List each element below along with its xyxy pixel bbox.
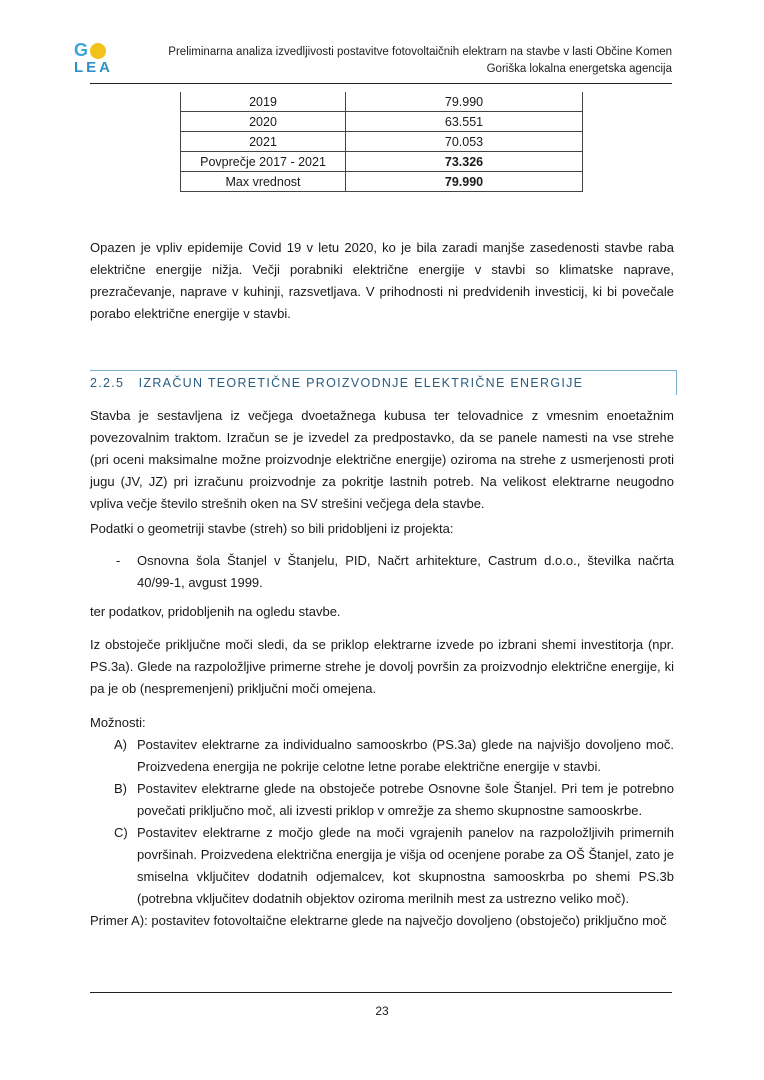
header-document-title: Preliminarna analiza izvedljivosti postavitve fotovoltaičnih elektrarn na stavbe v lasti Občine Komen — [168, 46, 672, 58]
logo-sun-circle — [90, 43, 106, 59]
option-letter: C) — [114, 825, 128, 840]
building-paragraph: Stavba je sestavljena iz večjega dvoetažnega kubusa ter telovadnice z vmesnim enoetažnim povezovalnim traktom. Izračun se je izvedel za predpostavko, da se panele namesti na vse strehe (pri oceni maksimalne možne proizvodnje električne energije) oziroma na strehe z usmerjenosti proti jugu (JV, JZ) pri izračunu proizvodnje za pokritje lastnih potreb. Na velikost elektrarne neugodno vpliva večje število strešnih oken na SV strešini večjega dela stavbe. — [90, 408, 674, 511]
consumption-table — [180, 92, 583, 192]
option-text: Postavitev elektrarne glede na obstoječe potrebe Osnovne šole Štanjel. Pri tem je potrebno povečati priključno moč, ali izvesti priklop v omrežje za shemo skupnostne samooskrbe. — [137, 781, 674, 818]
table-cell-value: 63.551 — [346, 112, 583, 132]
section-heading — [90, 370, 677, 395]
bullet-source-text: Osnovna šola Štanjel v Štanjelu, PID, Načrt arhitekture, Castrum d.o.o., številka načrta 40/99-1, avgust 1999. — [137, 553, 674, 590]
page-header — [168, 44, 672, 78]
table-row — [181, 92, 583, 112]
visit-paragraph: ter podatkov, pridobljenih na ogledu stavbe. — [90, 604, 341, 619]
logo-top-row — [74, 42, 120, 59]
table-cell-label: Povprečje 2017 - 2021 — [181, 152, 346, 172]
example-paragraph: Primer A): postavitev fotovoltaične elektrarne glede na največjo dovoljeno (obstoječo) priključno moč — [90, 913, 667, 928]
table-row — [181, 172, 583, 192]
golea-logo — [74, 42, 120, 78]
table-cell-value: 70.053 — [346, 132, 583, 152]
table-cell-value: 79.990 — [346, 172, 583, 192]
table-cell-label: 2020 — [181, 112, 346, 132]
logo-letter-g: G — [74, 40, 89, 60]
footer-divider — [90, 992, 672, 993]
table-cell-label: Max vrednost — [181, 172, 346, 192]
section-number: 2.2.5 — [90, 376, 125, 390]
table-cell-label: 2021 — [181, 132, 346, 152]
table-row — [181, 112, 583, 132]
table-cell-value: 73.326 — [346, 152, 583, 172]
header-divider — [90, 83, 672, 84]
logo-bottom-text: LEA — [74, 59, 113, 76]
option-text: Postavitev elektrarne z močjo glede na moči vgrajenih panelov na razpoložljivih primernih površinah. Proizvedena električna energija je višja od ocenjene porabe za OŠ Štanjel, zato je smiselna vključitev dodatnih odjemalcev, kot skupnostna samooskrba po shemi PS.3b (potrebna vključitev dodatnih objektov oziroma merilnih mest za ustrezno veliko moč). — [137, 825, 674, 906]
section-title-text: IZRAČUN TEORETIČNE PROIZVODNJE ELEKTRIČNE ENERGIJE — [138, 376, 584, 390]
option-letter: B) — [114, 781, 127, 796]
option-letter: A) — [114, 737, 127, 752]
covid-paragraph: Opazen je vpliv epidemije Covid 19 v letu 2020, ko je bila zaradi manjše zasedenosti stavbe raba električne energije nižja. Večji porabniki električne energije v stavbi so klimatske naprave, prezračevanje, naprave v kuhinji, razsvetljava. V prihodnosti ni predvidenih investicij, ki bi povečale porabo električne energije v stavbi. — [90, 240, 674, 321]
geometry-paragraph: Podatki o geometriji stavbe (streh) so bili pridobljeni iz projekta: — [90, 521, 454, 536]
option-text: Postavitev elektrarne za individualno samooskrbo (PS.3a) glede na najvišjo dovoljeno moč. Proizvedena energija ne pokrije celotne letne porabe električne energije v stavbi. — [137, 737, 674, 774]
table-row — [181, 152, 583, 172]
table-cell-label: 2019 — [181, 92, 346, 112]
section-title — [90, 376, 583, 390]
page-number: 23 — [375, 1004, 389, 1018]
header-agency-name: Goriška lokalna energetska agencija — [486, 63, 672, 75]
table-row — [181, 132, 583, 152]
table-cell-value: 79.990 — [346, 92, 583, 112]
connection-paragraph: Iz obstoječe priključne moči sledi, da se priklop elektrarne izvede po izbrani shemi investitorja (npr. PS.3a). Glede na razpoložljive primerne strehe je dovolj površin za proizvodnjo električne energije, ki pa je ob (nespremenjeni) priključni moči omejena. — [90, 637, 674, 696]
options-heading: Možnosti: — [90, 715, 146, 730]
bullet-marker: - — [116, 553, 121, 568]
